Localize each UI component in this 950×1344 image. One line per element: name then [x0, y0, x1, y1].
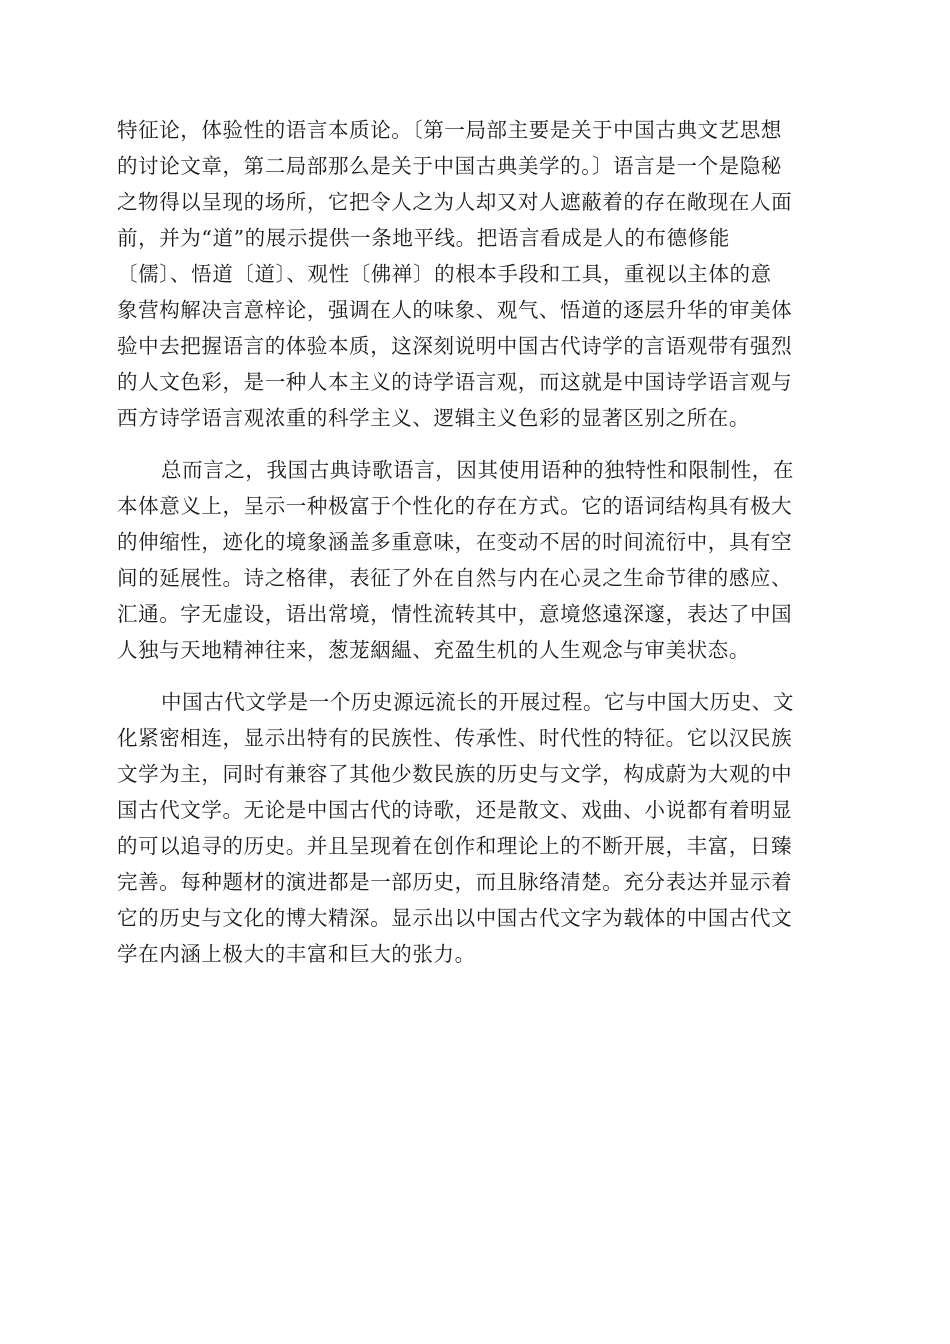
document-body	[117, 112, 837, 988]
paragraph-line: 文学为主，同时有兼容了其他少数民族的历史与文学，构成蔚为大观的中	[117, 762, 793, 786]
paragraph-line: 完善。每种题材的演进都是一部历史，而且脉络清楚。充分表达并显示着	[117, 870, 793, 894]
paragraph-line: 国古代文学。无论是中国古代的诗歌，还是散文、戏曲、小说都有着明显	[117, 798, 793, 822]
paragraph-line: 特征论，体验性的语言本质论。〔第一局部主要是关于中国古典文艺思想	[117, 118, 782, 142]
paragraph-1	[117, 112, 837, 436]
paragraph-line: 汇通。字无虚设，语出常境，情性流转其中，意境悠遠深邃，表达了中国	[117, 602, 793, 626]
paragraph-line: 总而言之，我国古典诗歌语言，因其使用语种的独特性和限制性，在	[161, 458, 794, 482]
paragraph-line: 之物得以呈现的场所，它把令人之为人却又对人遮蔽着的存在敞现在人面	[117, 190, 793, 214]
paragraph-line: 中国古代文学是一个历史源远流长的开展过程。它与中国大历史、文	[161, 690, 794, 714]
paragraph-line: 的伸缩性，迹化的境象涵盖多重意味，在变动不居的时间流衍中，具有空	[117, 530, 793, 554]
paragraph-line: 学在内涵上极大的丰富和巨大的张力。	[117, 942, 476, 966]
paragraph-line: 本体意义上，呈示一种极富于个性化的存在方式。它的语词结构具有极大	[117, 494, 793, 518]
paragraph-line: 验中去把握语言的体验本质，这深刻说明中国古代诗学的言语观带有强烈	[117, 334, 793, 358]
paragraph-line: 间的延展性。诗之格律，表征了外在自然与内在心灵之生命节律的感应、	[117, 566, 793, 590]
paragraph-2	[117, 452, 837, 668]
paragraph-line: 象营构解决言意梓论，强调在人的味象、观气、悟道的逐层升华的审美体	[117, 298, 793, 322]
paragraph-line: 前，并为“道”的展示提供一条地平线。把语言看成是人的布德修能	[117, 226, 730, 250]
paragraph-line: 的讨论文章，第二局部那么是关于中国古典美学的。〕语言是一个是隐秘	[117, 154, 782, 178]
paragraph-line: 化紧密相连，显示出特有的民族性、传承性、时代性的特征。它以汉民族	[117, 726, 793, 750]
paragraph-line: 的可以追寻的历史。并且呈现着在创作和理论上的不断开展，丰富，日臻	[117, 834, 793, 858]
paragraph-line: 〔儒〕、悟道〔道〕、观性〔佛禅〕的根本手段和工具，重视以主体的意	[117, 262, 772, 286]
paragraph-line: 人独与天地精神往来，葱茏絪緼、充盈生机的人生观念与审美状态。	[117, 638, 750, 662]
paragraph-line: 的人文色彩，是一种人本主义的诗学语言观，而这就是中国诗学语言观与	[117, 370, 793, 394]
paragraph-line: 西方诗学语言观浓重的科学主义、逻辑主义色彩的显著区别之所在。	[117, 406, 750, 430]
paragraph-line: 它的历史与文化的博大精深。显示出以中国古代文字为载体的中国古代文	[117, 906, 793, 930]
paragraph-3	[117, 684, 837, 972]
